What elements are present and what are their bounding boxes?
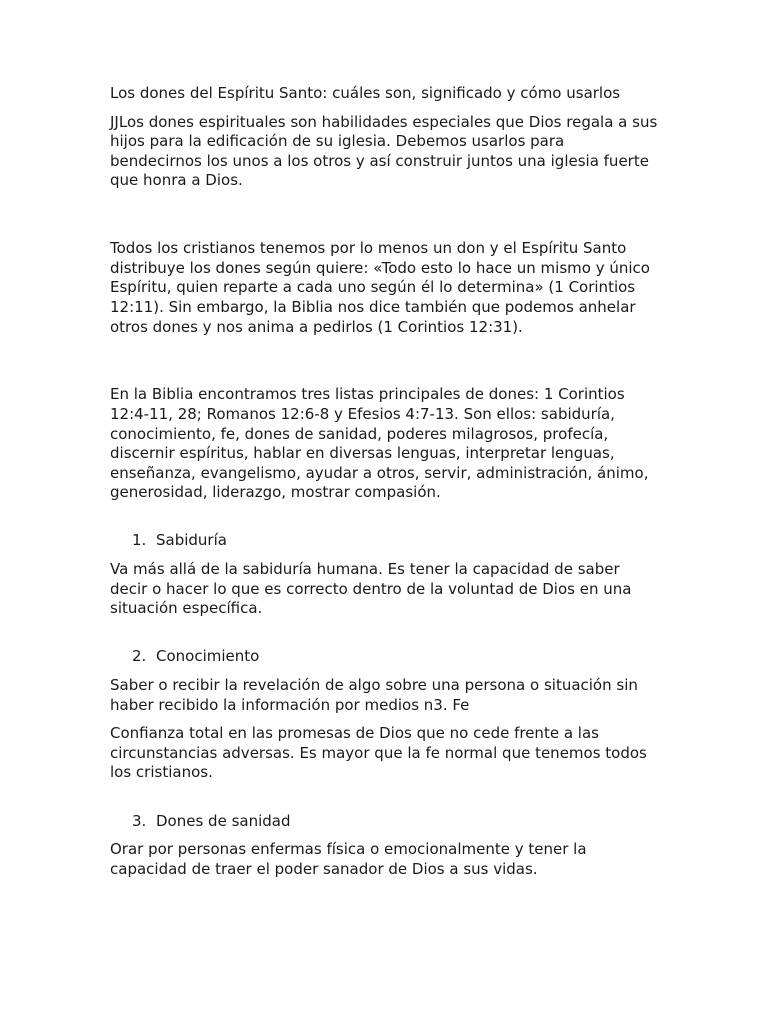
gifts-distribution-paragraph: Todos los cristianos tenemos por lo menos un don y el Espíritu Santo distribuye los dones según quiere: «Todo esto lo hace un mismo y único Espíritu, quien reparte a cada uno según él lo determina» (1 Corintios 12:11). Sin embargo, la Biblia nos dice también que podemos anhelar otros dones y nos anima a pedirlos (1 Corintios 12:31).	[110, 239, 650, 336]
intro-paragraph: JJLos dones espirituales son habilidades especiales que Dios regala a sus hijos para la edificación de su iglesia. Debemos usarlos para bendecirnos los unos a los otros y así construir juntos una iglesia fuerte que honra a Dios.	[110, 112, 658, 190]
list-heading: Sabiduría	[156, 531, 227, 550]
list-item-sabiduria	[110, 531, 658, 551]
list-item-dones-de-sanidad	[110, 812, 658, 832]
list-item-conocimiento	[110, 647, 658, 667]
document-body	[110, 84, 658, 888]
item-description: Confianza total en las promesas de Dios que no cede frente a las circunstancias adversas. Es mayor que la fe normal que tenemos todos los cristianos.	[110, 724, 647, 782]
item-description: Orar por personas enfermas física o emocionalmente y tener la capacidad de traer el poder sanador de Dios a sus vidas.	[110, 840, 587, 878]
blank-line	[110, 200, 658, 220]
blank-line	[110, 346, 658, 366]
blank-line	[110, 792, 658, 812]
list-number: 1.	[132, 531, 147, 550]
document-title: Los dones del Espíritu Santo: cuáles son, significado y cómo usarlos	[110, 84, 621, 102]
blank-line	[110, 366, 658, 386]
blank-line	[110, 512, 658, 532]
list-number: 2.	[132, 647, 147, 666]
blank-line	[110, 628, 658, 648]
item-description: Va más allá de la sabiduría humana. Es tener la capacidad de saber decir o hacer lo que es correcto dentro de la voluntad de Dios en una situación específica.	[110, 560, 632, 618]
list-number: 3.	[132, 811, 147, 830]
list-heading: Conocimiento	[156, 647, 260, 666]
blank-line	[110, 220, 658, 240]
item-description: Saber o recibir la revelación de algo sobre una persona o situación sin haber recibido la información por medios n3. Fe	[110, 676, 638, 714]
gifts-lists-paragraph: En la Biblia encontramos tres listas principales de dones: 1 Corintios 12:4-11, 28; Romanos 12:6-8 y Efesios 4:7-13. Son ellos: sabiduría, conocimiento, fe, dones de sanidad, poderes milagrosos, profecía, discernir espíritus, hablar en diversas lenguas, interpretar lenguas, enseñanza, evangelismo, ayudar a otros, servir, administración, ánimo, generosidad, liderazgo, mostrar compasión.	[110, 385, 649, 502]
list-heading: Dones de sanidad	[156, 811, 291, 830]
